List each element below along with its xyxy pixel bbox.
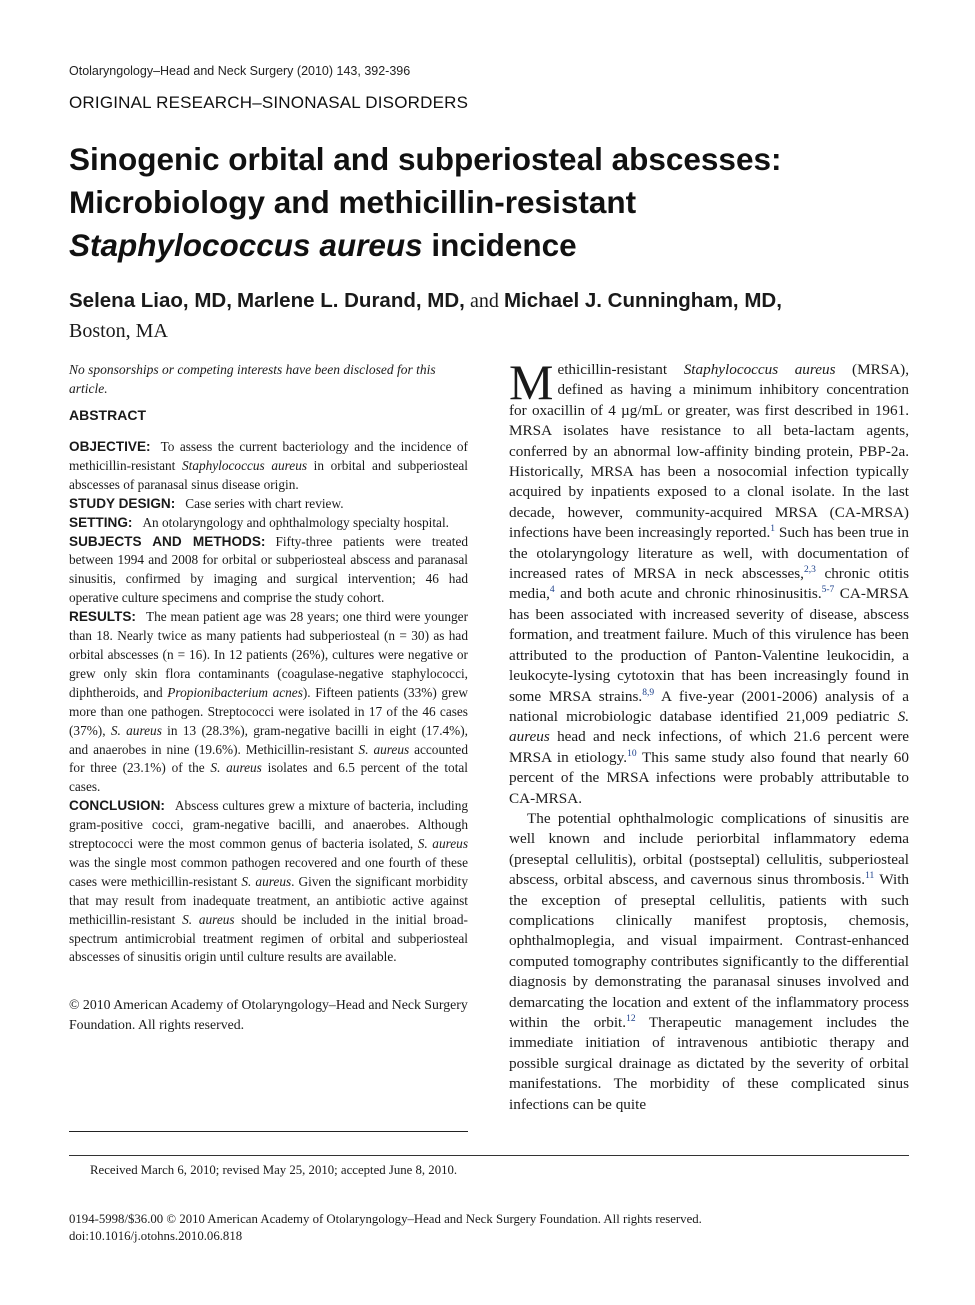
article-title [69,138,929,267]
citation-link[interactable]: 12 [626,1013,636,1024]
results-species-2: S. aureus [110,722,162,738]
study-design-label: STUDY DESIGN: [69,495,176,511]
abstract-heading: ABSTRACT [69,407,146,423]
body-text: head and neck infections, of which 21.6 percent were MRSA in etiology. [509,728,909,766]
conclusion-text-4: should be included in the initial broad-spectrum antimicrobial treatment regimen of orbital and subperiosteal abscesses of sinusitis origin until culture results are available. [69,911,468,965]
results-label: RESULTS: [69,609,136,625]
study-design-text: Case series with chart review. [185,495,344,511]
author-conjunction: and [469,290,499,312]
abstract-copyright: © 2010 American Academy of Otolaryngology–Head and Neck Surgery Foundation. All rights reserved. [69,997,468,1032]
conclusion-species-1: S. aureus [417,836,469,852]
body-text: chronic otitis media, [509,565,909,603]
received-dates: Received March 6, 2010; revised May 25, 2010; accepted June 8, 2010. [90,1163,458,1177]
footer-publication-info [69,1211,702,1245]
body-text: CA-MRSA has been associated with increased severity of disease, abscess formation, and treatment failure. Much of this virulence has been attributed to the production of Panton-Valentine leukocidin, a leukocyte-lysing cytotoxin that has been increasingly found in some MRSA strains. [509,585,909,705]
objective-label: OBJECTIVE: [69,439,151,454]
drop-cap: M [509,354,554,410]
disclosure-note: No sponsorships or competing interests have been disclosed for this article. [69,362,436,396]
body-text: ethicillin-resistant [557,361,684,378]
citation-link[interactable]: 10 [627,748,637,759]
abstract-subjects-methods [69,533,468,609]
conclusion-species-3: S. aureus [182,911,235,927]
citation-link[interactable]: 8,9 [642,687,655,698]
footer-divider [69,1155,909,1156]
conclusion-species-2: S. aureus [241,873,292,889]
abstract-study-design [69,495,468,514]
section-heading: ORIGINAL RESEARCH–SINONASAL DISORDERS [69,93,469,112]
title-line-3 [69,224,929,267]
author-3: Michael J. Cunningham, MD, [503,289,782,312]
author-location: Boston, MA [69,320,168,342]
abstract-objective [69,438,468,495]
body-column [509,354,910,1115]
title-line-3-rest: incidence [422,227,577,263]
abstract-column [69,360,468,1034]
body-text: (MRSA), defined as having a minimum inhibitory concentration for oxacillin of 4 µg/mL or greater, was first described in 1961. MRSA isolates have resistance to all beta-lactam agents, conferred by an abnormal low-affinity binding protein, PBP-2a. Historically, MRSA has been a nosocomial infection typically acquired by inpatients exposed to a clonal isolate. In the last decade, however, community-acquired MRSA (CA-MRSA) infections have been increasingly reported. [509,361,909,542]
results-species-3: S. aureus [358,741,410,757]
body-text: Such has been true in the otolaryngology literature as well, with documentation of increased rates of MRSA in neck abscesses, [509,524,909,583]
abstract-conclusion [69,797,468,967]
results-text-1: The mean patient age was 28 years; one third were younger than 18. Nearly twice as many patients had subperiosteal (n = 30) as had orbital abscesses (n = 16). In 12 patients (26%), cultures were negative or grew only skin flora contaminants (coagulase-negative staphylococci, diphtheroids, and [69,609,468,700]
body-text: With the exception of preseptal cellulitis, patients with such complications clinically manifest proptosis, chemosis, ophthalmoplegia, and visual impairment. Contrast-enhanced computed tomography contributes significantly to the differential diagnosis by demonstrating the paranasal sinuses involved and demarcating the location and extent of the inflammatory process within the orbit. [509,871,910,1031]
abstract-results [69,608,468,797]
citation-link[interactable]: 2,3 [803,565,816,575]
objective-species: Staphylococcus aureus [181,457,308,473]
results-species-1: Propionibacterium acnes [167,684,303,700]
author-list [69,286,929,346]
results-text-3: in 13 (28.3%), gram-negative bacilli in eight (17.4%), and anaerobes in nine (19.6%). Methicillin-resistant [69,722,469,757]
body-species: S. aureus [509,707,909,746]
conclusion-label: CONCLUSION: [69,798,165,814]
title-line-1: Sinogenic orbital and subperiosteal abscesses: [69,141,782,177]
body-text: The potential ophthalmologic complications of sinusitis are well known and include periorbital inflammatory edema (preseptal cellulitis), orbital (postseptal) cellulitis, subperiosteal abscess, orbital abscess, and cavernous sinus thrombosis. [509,809,909,889]
results-text-4: accounted for three (23.1%) of the [69,741,468,776]
abstract-setting [69,514,468,533]
author-1: Selena Liao, MD, [69,289,232,312]
body-paragraph-1 [509,354,909,809]
results-text-2: ). Fifteen patients (33%) grew more than one pathogen. Streptococci were isolated in 17 of the 46 cases (37%), [69,684,468,738]
conclusion-text-3: . Given the significant morbidity that may result from inadequate treatment, an antibiotic active against methicillin-resistant [69,873,468,927]
body-paragraph-2 [509,809,909,1115]
subjects-methods-label: SUBJECTS AND METHODS: [69,533,266,549]
author-2: Marlene L. Durand, MD, [237,289,465,312]
objective-text: To assess the current bacteriology and the incidence of methicillin-resistant [69,439,468,473]
results-species-4: S. aureus [210,760,262,776]
results-text-5: isolates and 6.5 percent of the total cases. [69,760,468,795]
citation-link[interactable]: 11 [865,871,875,882]
doi-line[interactable]: doi:10.1016/j.otohns.2010.06.818 [69,1229,243,1243]
body-text: This same study also found that nearly 60 percent of the MRSA infections were probably attributable to CA-MRSA. [509,748,909,807]
title-species-name: Staphylococcus aureus [69,227,423,263]
body-text: and both acute and chronic rhinosinusitis. [554,585,822,603]
body-text: A five-year (2001-2006) analysis of a national microbiologic database identified 21,009 pediatric [509,687,909,725]
citation-link[interactable]: 1 [770,524,776,535]
citation-link[interactable]: 5-7 [821,585,835,596]
setting-text: An otolaryngology and ophthalmology specialty hospital. [142,514,449,530]
citation-link[interactable]: 4 [549,585,555,596]
body-species: Staphylococcus aureus [683,361,836,378]
conclusion-text-1: Abscess cultures grew a mixture of bacteria, including gram-positive cocci, gram-negative bacilli, and anaerobes. Although streptococci were the most common genus of bacteria isolated, [69,798,468,852]
body-text: Therapeutic management includes the immediate initiation of intravenous antibiotic therapy and possible surgical drainage as dictated by the severity of orbital manifestations. The morbidity of these complicated sinus infections can be quite [509,1014,909,1113]
conclusion-text-2: was the single most common pathogen recovered and one fourth of these cases were methicillin-resistant [69,854,468,889]
abstract-divider [69,1131,468,1132]
title-line-2: Microbiology and methicillin-resistant [69,184,637,220]
issn-line: 0194-5998/$36.00 © 2010 American Academy of Otolaryngology–Head and Neck Surgery Foundation. All rights reserved. [69,1212,702,1226]
subjects-methods-text: Fifty-three patients were treated between 1994 and 2008 for orbital or subperiosteal abscess and paranasal sinusitis, confirmed by imaging and surgical intervention; 46 had operative culture specimens and comprise the study cohort. [69,533,469,606]
journal-citation: Otolaryngology–Head and Neck Surgery (2010) 143, 392-396 [69,64,411,78]
setting-label: SETTING: [69,514,133,530]
objective-text-end: in orbital and subperiosteal abscesses of paranasal sinus disease origin. [69,457,468,492]
